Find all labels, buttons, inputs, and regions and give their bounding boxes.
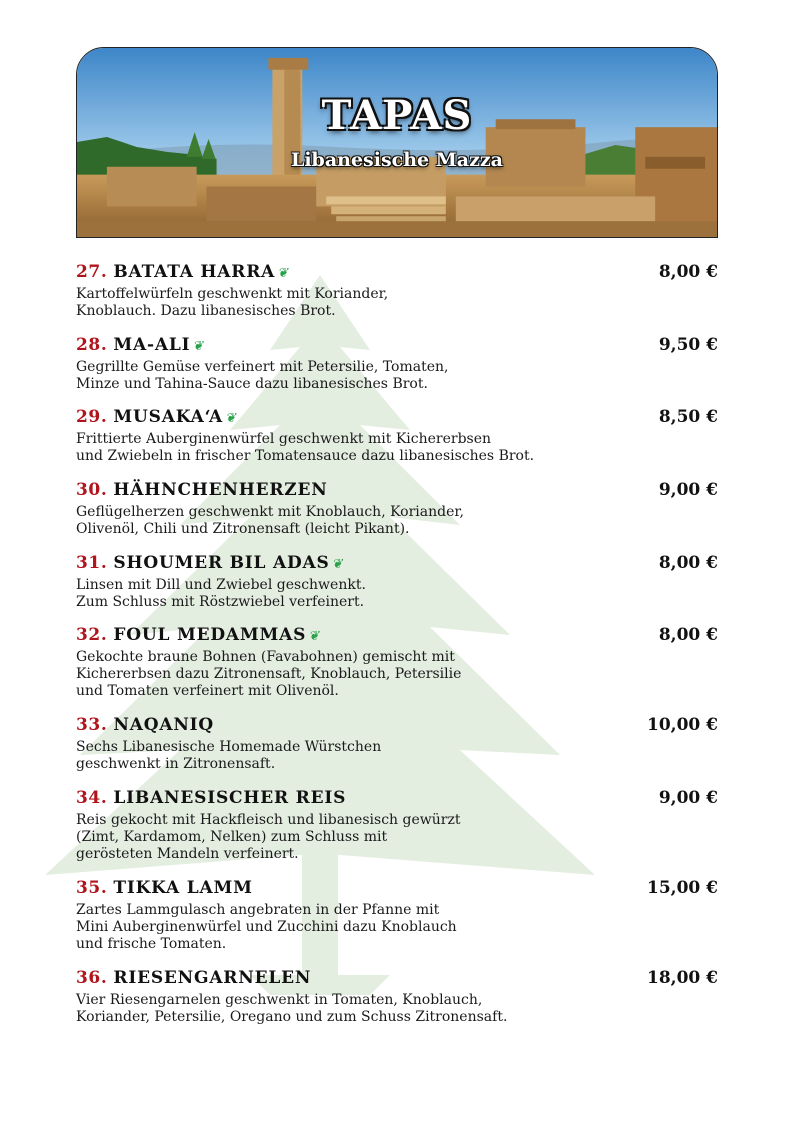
item-number: 32. <box>76 625 108 645</box>
menu-item <box>76 262 718 335</box>
item-price: 8,00 € <box>658 553 718 573</box>
item-number: 28. <box>76 335 108 355</box>
item-price: 9,50 € <box>658 335 718 355</box>
item-name: HÄHNCHENHERZEN <box>113 480 328 500</box>
page-subtitle: Libanesische Mazza <box>290 149 503 171</box>
item-number: 29. <box>76 407 108 427</box>
leaf-icon: ❦ <box>224 411 236 426</box>
item-name: MA-ALI <box>113 335 191 355</box>
item-description: Gekochte braune Bohnen (Favabohnen) gemischt mit Kichererbsen dazu Zitronensaft, Knoblauch, Petersilie und Tomaten verfeinert mit Olivenöl. <box>76 649 462 699</box>
item-description: Kartoffelwürfeln geschwenkt mit Koriander, Knoblauch. Dazu libanesisches Brot. <box>76 286 389 319</box>
menu-item <box>76 553 718 625</box>
item-name: MUSAKA‘A <box>113 407 223 427</box>
menu-item <box>76 788 718 878</box>
item-description: Linsen mit Dill und Zwiebel geschwenkt. Zum Schluss mit Röstzwiebel verfeinert. <box>76 577 366 610</box>
menu-item <box>76 625 718 715</box>
item-price: 10,00 € <box>647 715 718 735</box>
item-description: Gegrillte Gemüse verfeinert mit Petersilie, Tomaten, Minze und Tahina-Sauce dazu libanesisches Brot. <box>76 359 449 392</box>
item-number: 27. <box>76 262 108 282</box>
menu-list <box>76 262 718 1028</box>
menu-item <box>76 715 718 788</box>
item-description: Geflügelherzen geschwenkt mit Knoblauch, Koriander, Olivenöl, Chili und Zitronensaft (leicht Pikant). <box>76 504 464 537</box>
item-name: NAQANIQ <box>113 715 215 735</box>
menu-item <box>76 480 718 553</box>
item-price: 8,50 € <box>658 407 718 427</box>
item-name: FOUL MEDAMMAS <box>113 625 307 645</box>
item-name: TIKKA LAMM <box>113 878 253 898</box>
menu-item <box>76 407 718 480</box>
item-description: Vier Riesengarnelen geschwenkt in Tomaten, Knoblauch, Koriander, Petersilie, Oregano und zum Schuss Zitronensaft. <box>76 992 508 1025</box>
item-name: BATATA HARRA <box>113 262 276 282</box>
item-price: 8,00 € <box>658 262 718 282</box>
item-price: 9,00 € <box>658 788 718 808</box>
menu-item <box>76 878 718 968</box>
item-price: 8,00 € <box>658 625 718 645</box>
item-price: 9,00 € <box>658 480 718 500</box>
page-title: TAPAS <box>321 92 473 139</box>
ruins-landscape-image <box>77 48 717 237</box>
item-number: 31. <box>76 553 108 573</box>
leaf-icon: ❦ <box>331 557 343 572</box>
item-number: 36. <box>76 968 108 988</box>
item-description: Sechs Libanesische Homemade Würstchen geschwenkt in Zitronensaft. <box>76 739 382 772</box>
item-name: SHOUMER BIL ADAS <box>113 553 330 573</box>
item-price: 15,00 € <box>647 878 718 898</box>
item-description: Frittierte Auberginenwürfel geschwenkt mit Kichererbsen und Zwiebeln in frischer Tomatensauce dazu libanesisches Brot. <box>76 431 535 464</box>
leaf-icon: ❦ <box>277 266 289 281</box>
header-banner <box>76 47 718 238</box>
item-price: 18,00 € <box>647 968 718 988</box>
item-number: 35. <box>76 878 108 898</box>
menu-item <box>76 968 718 1028</box>
item-number: 30. <box>76 480 108 500</box>
menu-item <box>76 335 718 407</box>
item-number: 34. <box>76 788 108 808</box>
item-name: LIBANESISCHER REIS <box>113 788 347 808</box>
leaf-icon: ❦ <box>192 339 204 354</box>
item-name: RIESENGARNELEN <box>113 968 312 988</box>
item-description: Zartes Lammgulasch angebraten in der Pfanne mit Mini Auberginenwürfel und Zucchini dazu Knoblauch und frische Tomaten. <box>76 902 457 952</box>
item-number: 33. <box>76 715 108 735</box>
item-description: Reis gekocht mit Hackfleisch und libanesisch gewürzt (Zimt, Kardamom, Nelken) zum Schluss mit gerösteten Mandeln verfeinert. <box>76 812 461 862</box>
leaf-icon: ❦ <box>308 629 320 644</box>
